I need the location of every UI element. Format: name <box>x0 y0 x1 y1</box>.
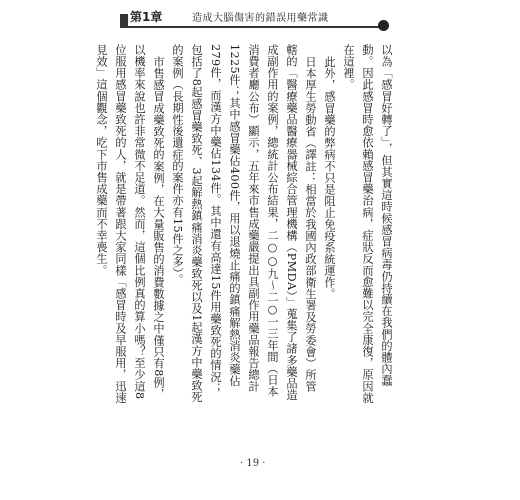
header-rule <box>120 26 380 28</box>
paragraph-1: 以為「感冒好轉了」，但其實這時候感冒病毒仍持續在我們的體內蠢動。因此感冒時愈依賴感冒藥治病，症狀反而愈難以完全康復，原因就在這裡。 <box>342 44 393 404</box>
chapter-label: 第1章 <box>130 10 163 24</box>
paragraph-4: 市售感冒成藥致死的案例，在大量販售的消費數據之中僅只有8例，以機率來說也許非常微不足道。然而，這個比例真的算小嗎？至少這8位服用感冒藥致死的人，就是帶著跟大家同樣「感冒時及早服用，迅速見效」這個觀念，吃下市售成藥而不幸喪生。 <box>95 44 165 404</box>
paragraph-3: 日本厚生勞動省（譯註：相當於我國內政部衛生署及勞委會）所管轄的「醫療藥品醫療器械綜合管理機構（PMDA）」蒐集了諸多藥品造成副作用的案例，總統計公布結果，二○○九～二○一三年間（日本消費者廳公布）顯示，五年來市售成藥嚴提出具副作用藥品報告總計1225件；其中感冒藥佔400件，用以退燒止痛的鎮痛解熱消炎藥佔279件，而漢方中藥佔134件。其中還有高達15件用藥致死的情況；包括了8起感冒藥致死、3起解熱鎮痛消炎藥致死以及1起漢方中藥致死的案例（長期性後遺症的案件亦有15件之多）。 <box>171 44 317 403</box>
body-text <box>95 44 396 404</box>
page-header <box>120 6 392 32</box>
chapter-title: 造成大腦傷害的錯誤用藥常識 <box>192 13 329 24</box>
page-number: · 19 · <box>240 458 266 469</box>
paragraph-2: 此外，感冒藥的弊病不只是阻止免疫系統運作。 <box>323 56 336 300</box>
header-dot-ornament <box>378 20 389 31</box>
